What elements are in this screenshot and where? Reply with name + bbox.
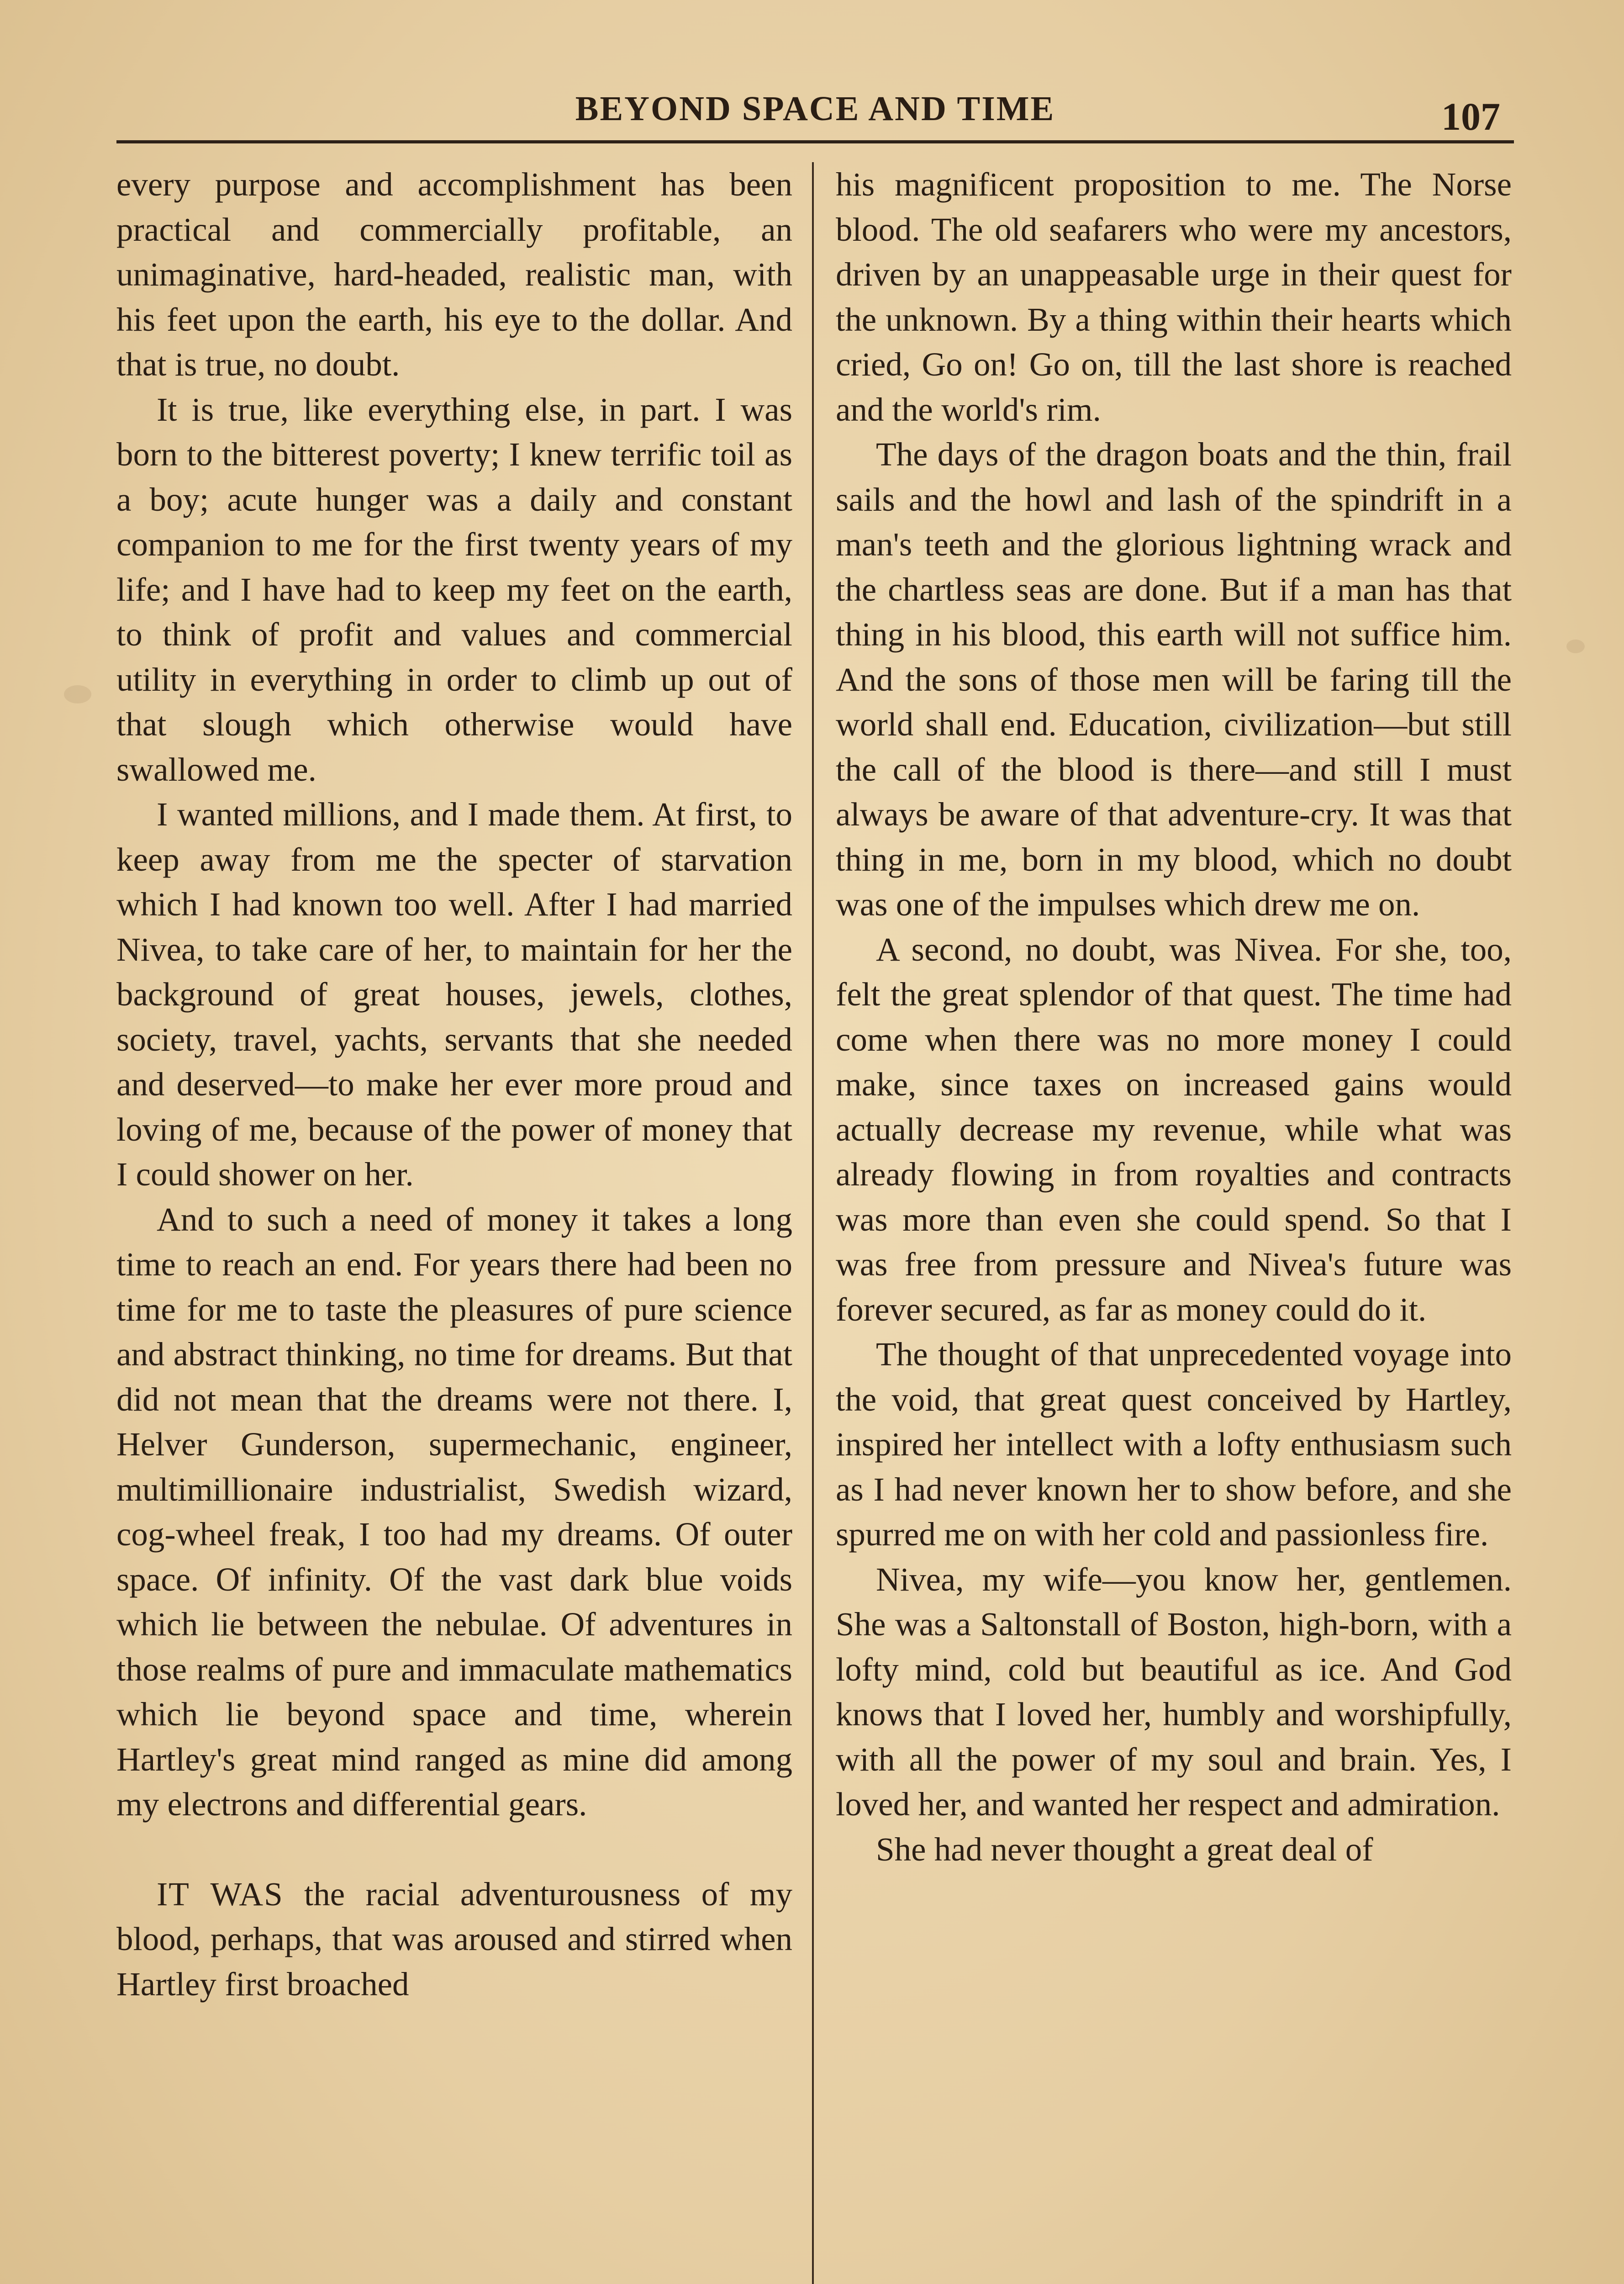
paragraph: Nivea, my wife—you know her, gentlemen. She was a Saltonstall of Boston, high-born, with a lofty mind, cold but beautiful as ice. And God knows that I loved her, humbly and worshipfully, with all the power of my soul and brain. Yes, I loved her, and wanted her respect and admiration. <box>836 1560 1512 1823</box>
paper-smudge <box>64 685 91 703</box>
paragraph: It is true, like everything else, in part. I was born to the bitterest poverty; I knew terrific toil as a boy; acute hunger was a daily and constant companion to me for the first twenty years of my life; and I have had to keep my feet on the earth, to think of profit and values and commercial utility in everything in order to climb up out of that slough which otherwise would have swallowed me. <box>116 391 792 788</box>
paper-smudge <box>1566 640 1585 653</box>
paragraph: his magnificent proposition to me. The Norse blood. The old seafarers who were my ancestors, driven by an unappeasable urge in their quest for the unknown. By a thing within their hearts which cried, Go on! Go on, till the last shore is reached and the world's rim. <box>836 166 1512 428</box>
right-column <box>836 162 1512 1872</box>
column-divider <box>812 162 814 2284</box>
paragraph: And to such a need of money it takes a long time to reach an end. For years there had been no time for me to taste the pleasures of pure science and abstract thinking, no time for dreams. But that did not mean that the dreams were not there. I, Helver Gunderson, supermechanic, engineer, multimillionaire industrialist, Swedish wizard, cog-wheel freak, I too had my dreams. Of outer space. Of infinity. Of the vast dark blue voids which lie between the nebulae. Of adventures in those realms of pure and immaculate mathematics which lie beyond space and time, wherein Hartley's great mind ranged as mine did among my electrons and differential gears. <box>116 1200 792 1823</box>
page-number: 107 <box>1441 95 1500 138</box>
paragraph: The thought of that unprecedented voyage into the void, that great quest conceived by Hartley, inspired her intellect with a lofty enthusiasm such as I had never known her to show before, and she spurred me on with her cold and passionless fire. <box>836 1336 1512 1553</box>
paragraph: A second, no doubt, was Nivea. For she, too, felt the great splendor of that quest. The time had come when there was no more money I could make, since taxes on increased gains would actually decrease my revenue, while what was already flowing in from royalties and contracts was more than even she could spend. So that I was free from pressure and Nivea's future was forever secured, as far as money could do it. <box>836 931 1512 1328</box>
paragraph: The days of the dragon boats and the thin, frail sails and the howl and lash of the spindrift in a man's teeth and the glorious lightning wrack and the chartless seas are done. But if a man has that thing in his blood, this earth will not suffice him. And the sons of those men will be faring till the world shall end. Education, civilization—but still the call of the blood is there—and still I must always be aware of that adventure-cry. It was that thing in me, born in my blood, which no doubt was one of the impulses which drew me on. <box>836 436 1512 923</box>
running-head <box>116 89 1514 148</box>
section-lead: IT WAS <box>157 1875 284 1913</box>
paragraph: She had never thought a great deal of <box>876 1830 1373 1868</box>
page-title: BEYOND SPACE AND TIME <box>575 90 1055 128</box>
section-paragraph <box>116 1872 792 2007</box>
paragraph: every purpose and accomplishment has been practical and commercially profitable, an unimaginative, hard-headed, realistic man, with his feet upon the earth, his eye to the dollar. And that is true, no doubt. <box>116 166 792 383</box>
paragraph: I wanted millions, and I made them. At first, to keep away from me the specter of starvation which I had known too well. After I had married Nivea, to take care of her, to maintain for her the background of great houses, jewels, clothes, society, travel, yachts, servants that she needed and deserved—to make her ever more proud and loving of me, because of the power of money that I could shower on her. <box>116 796 792 1193</box>
section-text: the racial adventurousness of my blood, perhaps, that was aroused and stirred when Hartley first broached <box>116 1875 793 2003</box>
header-rule <box>116 140 1514 143</box>
left-column <box>116 162 792 2007</box>
